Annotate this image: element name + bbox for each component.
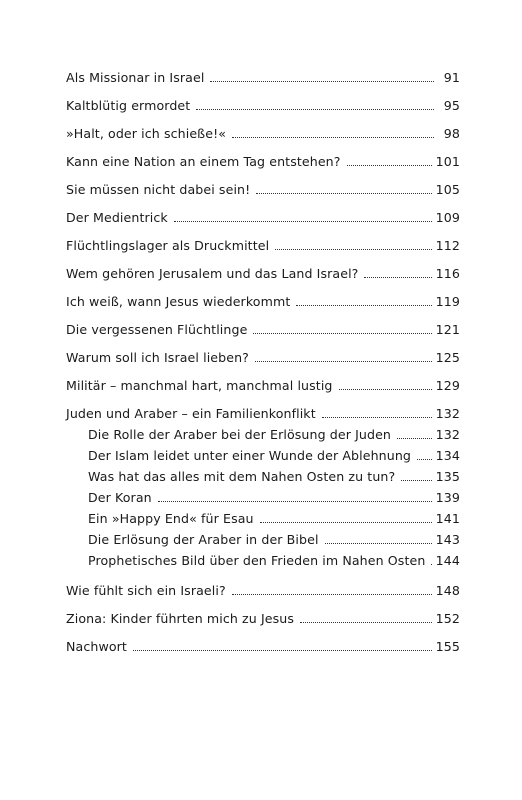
toc-entry xyxy=(66,175,460,197)
dot-leader xyxy=(300,622,432,623)
toc-entry-title: Kaltblütig ermordet xyxy=(66,98,191,113)
toc-entry-title: »Halt, oder ich schieße!« xyxy=(66,126,227,141)
toc-entry-page: 132 xyxy=(435,427,460,442)
toc-entry xyxy=(66,203,460,225)
toc-subentry xyxy=(88,420,460,442)
toc-subentry xyxy=(88,546,460,568)
toc-entry xyxy=(66,147,460,169)
toc-entry-title: Was hat das alles mit dem Nahen Osten zu tun? xyxy=(88,469,396,484)
toc-entry-title: Ich weiß, wann Jesus wiederkommt xyxy=(66,294,291,309)
dot-leader xyxy=(196,109,434,110)
toc-entry xyxy=(66,371,460,393)
toc-entry-page: 135 xyxy=(435,469,460,484)
toc-entry-page: 112 xyxy=(435,238,460,253)
toc-entry xyxy=(66,63,460,85)
toc-entry xyxy=(66,287,460,309)
dot-leader xyxy=(232,137,434,138)
dot-leader xyxy=(174,221,432,222)
toc-entry xyxy=(66,632,460,654)
toc-entry-title: Die Rolle der Araber bei der Erlösung der Juden xyxy=(88,427,392,442)
toc-entry-page: 125 xyxy=(435,350,460,365)
dot-leader xyxy=(210,81,434,82)
toc-subentry xyxy=(88,483,460,505)
toc-subentry xyxy=(88,504,460,526)
toc-entry-title: Wem gehören Jerusalem und das Land Israel? xyxy=(66,266,359,281)
dot-leader xyxy=(275,249,431,250)
toc-entry xyxy=(66,604,460,626)
toc-entry-title: Militär – manchmal hart, manchmal lustig xyxy=(66,378,333,393)
toc-entry-title: Warum soll ich Israel lieben? xyxy=(66,350,249,365)
toc-entry xyxy=(66,119,460,141)
toc-entry-title: Sie müssen nicht dabei sein! xyxy=(66,182,251,197)
toc-entry-page: 129 xyxy=(435,378,460,393)
toc-entry xyxy=(66,399,460,421)
dot-leader xyxy=(401,480,431,481)
toc-entry xyxy=(66,343,460,365)
dot-leader xyxy=(325,543,432,544)
toc-entry-page: 155 xyxy=(435,639,460,654)
toc-entry-title: Nachwort xyxy=(66,639,127,654)
toc-entry-page: 144 xyxy=(435,553,460,568)
toc-entry-title: Prophetisches Bild über den Frieden im Nahen Osten xyxy=(88,553,426,568)
toc-entry-title: Der Medientrick xyxy=(66,210,168,225)
toc-entry-title: Die vergessenen Flüchtlinge xyxy=(66,322,248,337)
toc-entry-page: 143 xyxy=(435,532,460,547)
toc-entry-page: 98 xyxy=(443,126,460,141)
dot-leader xyxy=(296,305,431,306)
toc-entry-title: Ziona: Kinder führten mich zu Jesus xyxy=(66,611,295,626)
toc-subentry xyxy=(88,441,460,463)
dot-leader xyxy=(364,277,431,278)
dot-leader xyxy=(339,389,432,390)
toc-entry-title: Ein »Happy End« für Esau xyxy=(88,511,254,526)
dot-leader xyxy=(347,165,432,166)
toc-entry-title: Wie fühlt sich ein Israeli? xyxy=(66,583,226,598)
dot-leader xyxy=(232,594,432,595)
dot-leader xyxy=(322,417,432,418)
dot-leader xyxy=(260,522,432,523)
toc-entry-page: 119 xyxy=(435,294,460,309)
toc-entry-title: Der Islam leidet unter einer Wunde der Ablehnung xyxy=(88,448,412,463)
toc-entry-title: Flüchtlingslager als Druckmittel xyxy=(66,238,270,253)
toc-entry-page: 91 xyxy=(443,70,460,85)
toc-entry-page: 109 xyxy=(435,210,460,225)
toc-entry-page: 152 xyxy=(435,611,460,626)
toc-entry-page: 139 xyxy=(435,490,460,505)
dot-leader xyxy=(417,459,432,460)
toc-entry-page: 95 xyxy=(443,98,460,113)
toc-entry-page: 121 xyxy=(435,322,460,337)
toc-entry-title: Als Missionar in Israel xyxy=(66,70,205,85)
dot-leader xyxy=(133,650,432,651)
toc-entry-page: 132 xyxy=(435,406,460,421)
toc-entry-page: 101 xyxy=(435,154,460,169)
toc-entry-title: Kann eine Nation an einem Tag entstehen? xyxy=(66,154,341,169)
toc-entry-title: Der Koran xyxy=(88,490,152,505)
toc-entry xyxy=(66,91,460,113)
dot-leader xyxy=(397,438,432,439)
dot-leader xyxy=(255,361,432,362)
toc-entry-page: 105 xyxy=(435,182,460,197)
toc-subentry xyxy=(88,525,460,547)
toc-subentry xyxy=(88,462,460,484)
dot-leader xyxy=(253,333,431,334)
toc-entry-title: Juden und Araber – ein Familienkonflikt xyxy=(66,406,316,421)
toc-entry-page: 116 xyxy=(435,266,460,281)
toc-entry xyxy=(66,576,460,598)
toc-entry-title: Die Erlösung der Araber in der Bibel xyxy=(88,532,319,547)
toc-entry xyxy=(66,231,460,253)
dot-leader xyxy=(158,501,432,502)
toc-entry-page: 141 xyxy=(435,511,460,526)
toc-entry-page: 148 xyxy=(435,583,460,598)
toc-entry-page: 134 xyxy=(435,448,460,463)
toc-entry xyxy=(66,315,460,337)
toc-entry xyxy=(66,259,460,281)
dot-leader xyxy=(256,193,431,194)
